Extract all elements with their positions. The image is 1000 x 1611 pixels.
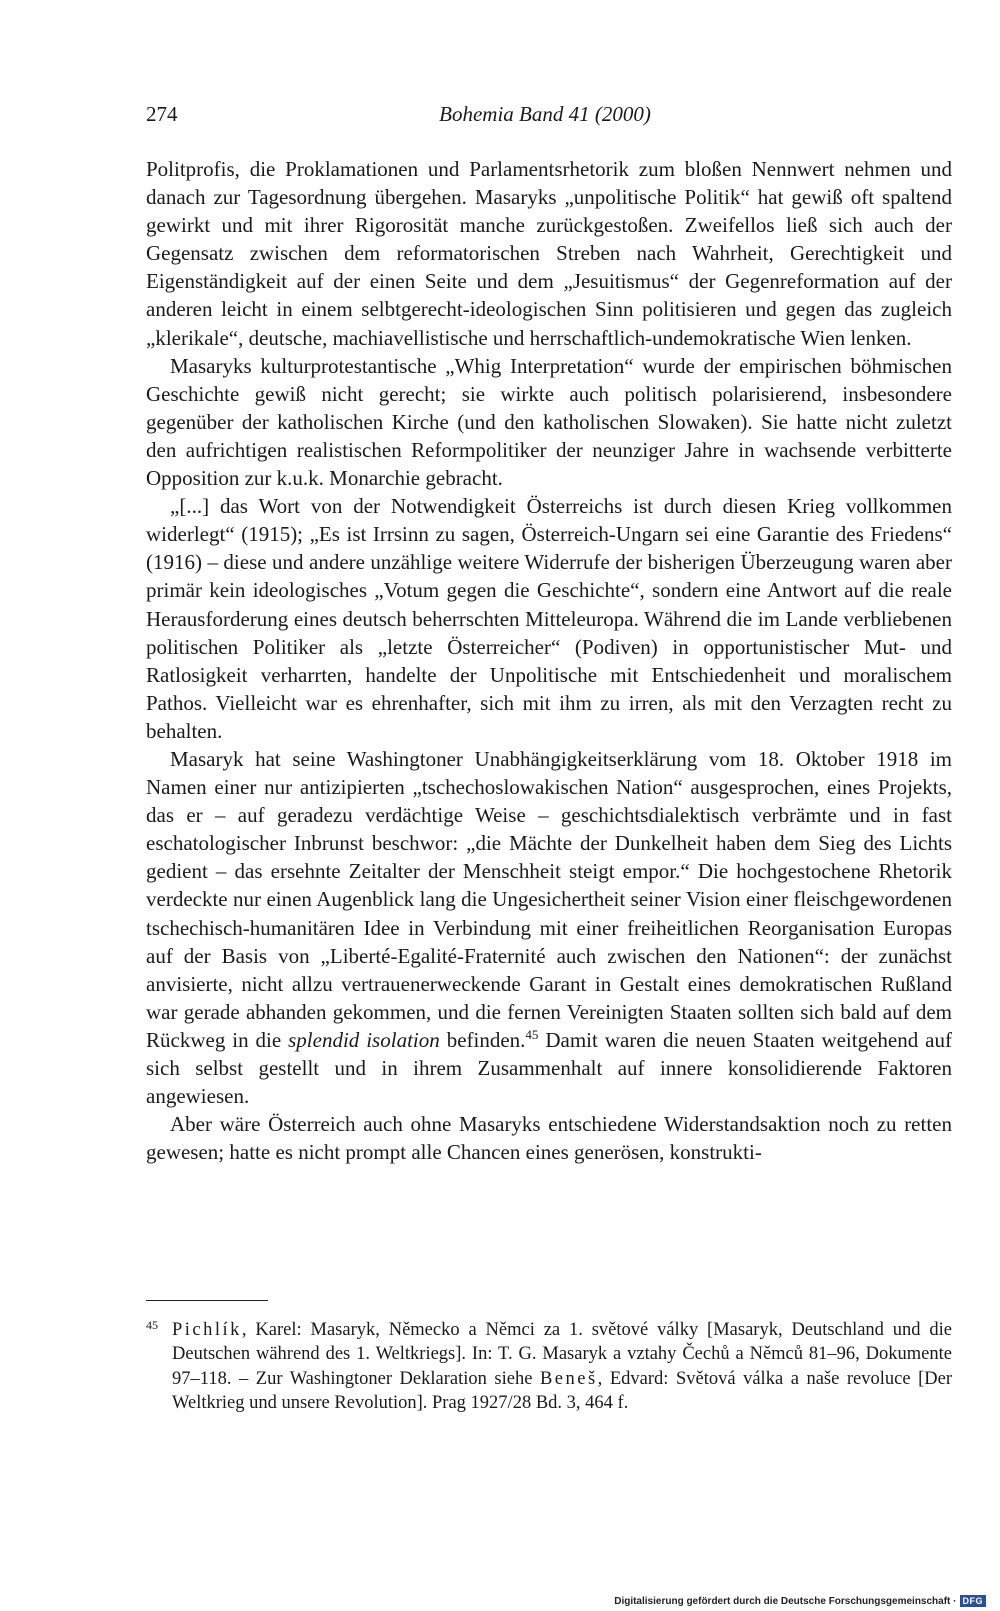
italic-term: splendid isolation (288, 1027, 440, 1052)
footnote-author-1: Pichlík (172, 1320, 242, 1340)
body-text (146, 155, 952, 1166)
footnote-number: 45 (146, 1318, 158, 1332)
footnote-divider (146, 1300, 268, 1301)
footnote (146, 1318, 952, 1416)
running-header: Bohemia Band 41 (2000) (439, 102, 651, 126)
digitization-credit (614, 1595, 986, 1607)
paragraph-4-text-b: befinden. (439, 1027, 526, 1052)
page-number: 274 (146, 102, 178, 126)
footnote-text-1: , Karel: Masaryk, Německo a Němci za 1. světové války [Masaryk, Deutschland und die Deutschen während des 1. Weltkriegs]. In: T. G. Masaryk a vztahy Čechů a Němců 81–96, Dokumente 97–118. – Zur Washingtoner Deklaration siehe (172, 1320, 952, 1389)
paragraph-4-text-c: Damit waren die neuen Staaten weitgehend auf sich selbst gestellt und in ihrem Zusammenhalt auf innere konsolidierende Faktoren angewiesen. (146, 1027, 952, 1109)
dfg-logo-icon: DFG (960, 1595, 987, 1607)
paragraph-1: Politprofis, die Proklamationen und Parlamentsrhetorik zum bloßen Nennwert nehmen und danach zur Tagesordnung übergehen. Masaryks „unpolitische Politik“ hat gewiß oft spaltend gewirkt und mit ihrer Rigorosität manche zurückgestoßen. Zweifellos ließ sich auch der Gegensatz zwischen dem reformatorischen Streben nach Wahrheit, Gerechtigkeit und Eigenständigkeit auf der einen Seite und dem „Jesuitismus“ der Gegenreformation auf der anderen leicht in einem selbtgerecht-ideologischen Sinn politisieren und gegen das zugleich „klerikale“, deutsche, machiavellistische und herrschaftlich-undemokratische Wien lenken. (146, 157, 952, 350)
paragraph-3: „[...] das Wort von der Notwendigkeit Österreichs ist durch diesen Krieg vollkommen widerlegt“ (1915); „Es ist Irrsinn zu sagen, Österreich-Ungarn sei eine Garantie des Friedens“ (1916) – diese und andere unzählige weitere Widerrufe der bisherigen Überzeugung waren aber primär kein ideologisches „Votum gegen die Geschichte“, sondern eine Antwort auf die reale Herausforderung eines deutsch beherrschten Mitteleuropa. Während die im Lande verbliebenen politischen Politiker als „letzte Österreicher“ (Podiven) in opportunistischer Mut- und Ratlosigkeit verharrten, handelte der Unpolitische mit Entschiedenheit und moralischem Pathos. Vielleicht war es ehrenhafter, sich mit ihm zu irren, als mit den Verzagten recht zu behalten. (146, 494, 952, 743)
paragraph-4-text-a: Masaryk hat seine Washingtoner Unabhängigkeitserklärung vom 18. Oktober 1918 im Namen einer nur antizipierten „tschechoslowakischen Nation“ ausgesprochen, eines Projekts, das er – auf geradezu verdächtige Weise – geschichtsdialektisch verbrämte und in fast eschatologischer Inbrunst beschwor: „die Mächte der Dunkelheit haben dem Sieg des Lichts gedient – das ersehnte Zeitalter der Menschheit steigt empor.“ Die hochgestochene Rhetorik verdeckte nur einen Augenblick lang die Ungesichertheit seiner Vision einer fleischgewordenen tschechisch-humanitären Idee in Verbindung mit einer freiheitlichen Reorganisation Europas auf der Basis von „Liberté-Egalité-Fraternité auch zwischen den Nationen“: der zunächst anvisierte, nicht allzu vertrauenerweckende Garant in Gestalt eines demokratischen Rußland war gerade abhanden gekommen, und die fernen Vereinigten Staaten sollten sich bald auf dem Rückweg in die (146, 746, 952, 1052)
footnote-body (146, 1318, 952, 1416)
paragraph-2: Masaryks kulturprotestantische „Whig Interpretation“ wurde der empirischen böhmischen Geschichte gewiß nicht gerecht; sie wirkte auch politisch polarisierend, insbesondere gegenüber der katholischen Kirche (und den katholischen Slowaken). Sie hatte nicht zuletzt den aufrichtigen realistischen Reformpolitiker der neunziger Jahre in wachsende verbitterte Opposition zur k.u.k. Monarchie gebracht. (146, 353, 952, 491)
paragraph-4 (146, 745, 952, 1110)
credit-text: Digitalisierung gefördert durch die Deutsche Forschungsgemeinschaft · (614, 1595, 957, 1607)
footnote-text-2: , Edvard: Světová válka a naše revoluce [Der Weltkrieg und unsere Revolution]. Prag 1927/28 Bd. 3, 464 f. (172, 1368, 952, 1414)
footnote-reference[interactable]: 45 (525, 1026, 539, 1042)
footnote-author-2: Beneš (539, 1368, 598, 1389)
paragraph-5: Aber wäre Österreich auch ohne Masaryks entschiedene Widerstandsaktion noch zu retten gewesen; hatte es nicht prompt alle Chancen eines generösen, konstrukti- (146, 1112, 952, 1165)
